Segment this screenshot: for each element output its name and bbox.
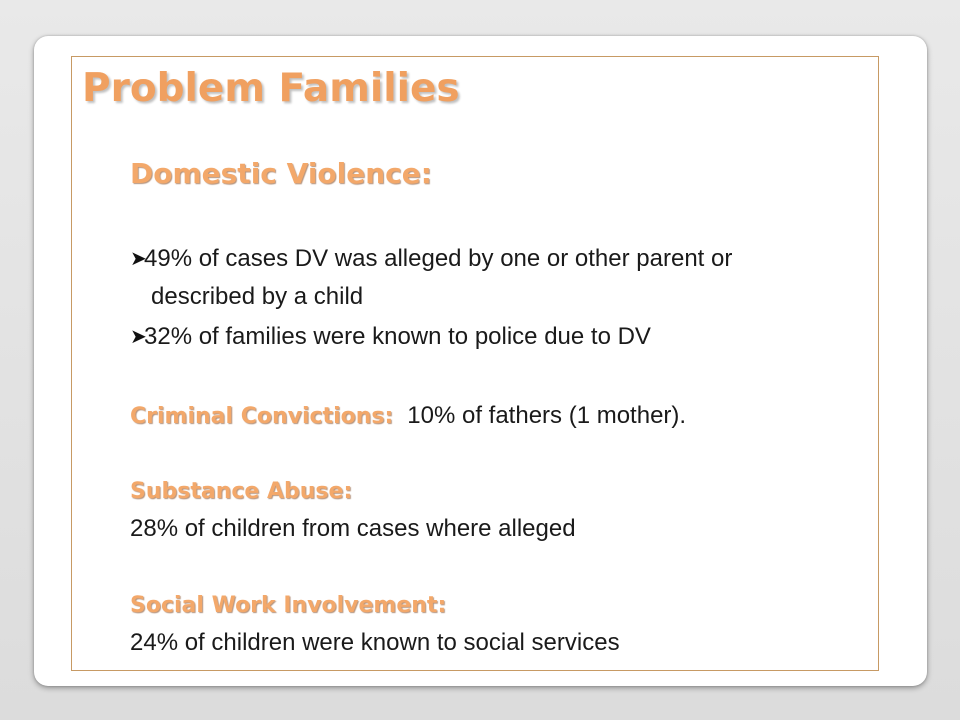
criminal-convictions-line <box>130 396 686 439</box>
social-work-text: 24% of children were known to social services <box>130 629 620 656</box>
criminal-convictions-heading: Criminal Convictions: <box>130 404 394 429</box>
dv-bullet-1-text: 49% of cases DV was alleged by one or other parent or <box>144 245 733 272</box>
dv-bullet-2 <box>130 319 651 355</box>
social-work-heading: Social Work Involvement: <box>130 593 447 618</box>
domestic-violence-heading: Domestic Violence: <box>130 157 432 190</box>
dv-bullet-2-text: 32% of families were known to police due to DV <box>144 323 651 350</box>
content-frame <box>71 56 879 671</box>
arrow-bullet-icon: ➤ <box>130 326 147 348</box>
slide-title: Problem Families <box>82 66 460 111</box>
arrow-bullet-icon: ➤ <box>130 248 147 270</box>
dv-bullet-1-continuation: described by a child <box>151 283 364 310</box>
dv-bullet-1 <box>130 241 732 277</box>
criminal-convictions-text: 10% of fathers (1 mother). <box>407 402 687 429</box>
substance-abuse-text: 28% of children from cases where alleged <box>130 515 576 542</box>
substance-abuse-heading: Substance Abuse: <box>130 479 353 504</box>
